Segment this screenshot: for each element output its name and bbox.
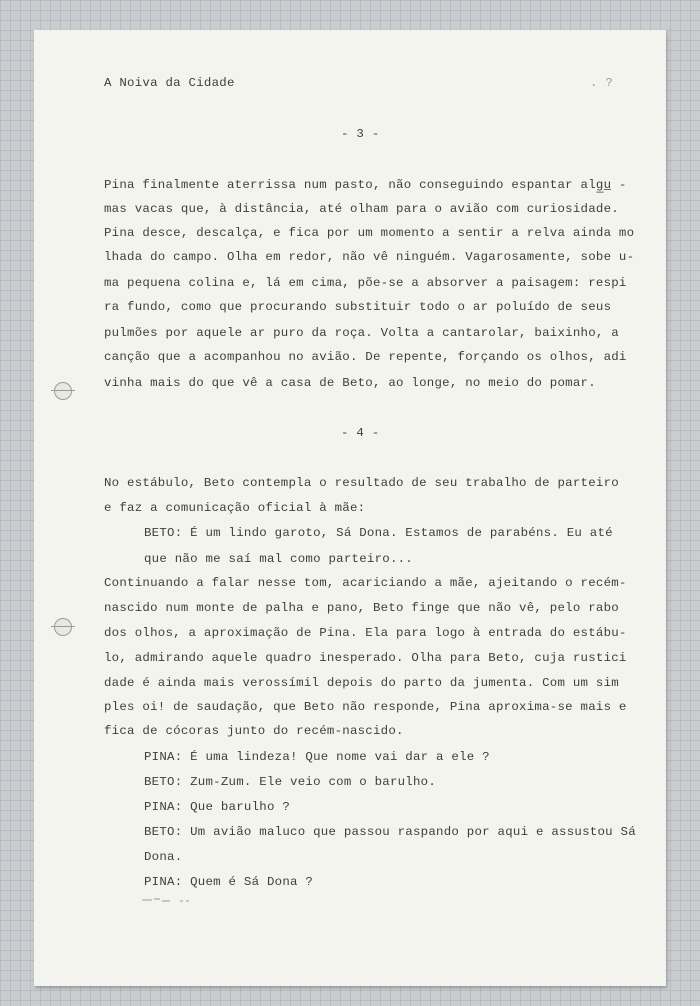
scene3-line: Pina finalmente aterrissa num pasto, não conseguindo espantar alg̲u̲ - — [104, 178, 627, 192]
dialogue-line: PINA: Que barulho ? — [144, 800, 291, 814]
page-title: A Noiva da Cidade — [104, 76, 235, 90]
dialogue-line: BETO: Zum-Zum. Ele veio com o barulho. — [144, 775, 437, 789]
scene3-line: lhada do campo. Olha em redor, não vê ninguém. Vagarosamente, sobe u- — [104, 250, 635, 264]
typewritten-page — [34, 30, 666, 986]
narration-line: fica de cócoras junto do recém-nascido. — [104, 724, 404, 738]
scene4-intro-line: e faz a comunicação oficial à mãe: — [104, 501, 366, 515]
punch-hole-icon — [54, 618, 72, 636]
dialogue-line: BETO: É um lindo garoto, Sá Dona. Estamos de parabéns. Eu até — [144, 526, 613, 540]
narration-line: ples oi! de saudação, que Beto não responde, Pina aproxima-se mais e — [104, 700, 627, 714]
scene3-line: canção que a acompanhou no avião. De repente, forçando os olhos, adi — [104, 350, 627, 364]
dialogue-line: Dona. — [144, 850, 183, 864]
scene3-line: ma pequena colina e, lá em cima, põe-se a absorver a paisagem: respi — [104, 276, 627, 290]
scene3-line: ra fundo, como que procurando substituir todo o ar poluído de seus — [104, 300, 612, 314]
narration-line: nascido num monte de palha e pano, Beto finge que não vê, pelo rabo — [104, 601, 619, 615]
dialogue-line: que não me saí mal como parteiro... — [144, 552, 413, 566]
scene3-line: vinha mais do que vê a casa de Beto, ao longe, no meio do pomar. — [104, 376, 596, 390]
corner-mark: . ? — [590, 76, 614, 90]
narration-line: dos olhos, a aproximação de Pina. Ela para logo à entrada do estábu- — [104, 626, 627, 640]
dialogue-line: PINA: Quem é Sá Dona ? — [144, 875, 314, 889]
dialogue-line: BETO: Um avião maluco que passou raspando por aqui e assustou Sá — [144, 825, 636, 839]
scene3-line: mas vacas que, à distância, até olham para o avião com curiosidade. — [104, 202, 619, 216]
narration-line: Continuando a falar nesse tom, acariciando a mãe, ajeitando o recém- — [104, 576, 627, 590]
scene-number-4: - 4 - — [341, 426, 380, 440]
narration-line: dade é ainda mais verossímil depois do parto da jumenta. Com um sim — [104, 676, 619, 690]
dialogue-line: PINA: É uma lindeza! Que nome vai dar a ele ? — [144, 750, 490, 764]
scene3-line: pulmões por aquele ar puro da roça. Volta a cantarolar, baixinho, a — [104, 326, 619, 340]
scene3-line: Pina desce, descalça, e fica por um momento a sentir a relva ainda mo — [104, 226, 635, 240]
scene4-intro-line: No estábulo, Beto contempla o resultado de seu trabalho de parteiro — [104, 476, 619, 490]
punch-hole-icon — [54, 382, 72, 400]
narration-line: lo, admirando aquele quadro inesperado. Olha para Beto, cuja rustici — [104, 651, 627, 665]
scene-number-3: - 3 - — [341, 127, 380, 141]
faint-typewriter-marks — [140, 894, 200, 904]
